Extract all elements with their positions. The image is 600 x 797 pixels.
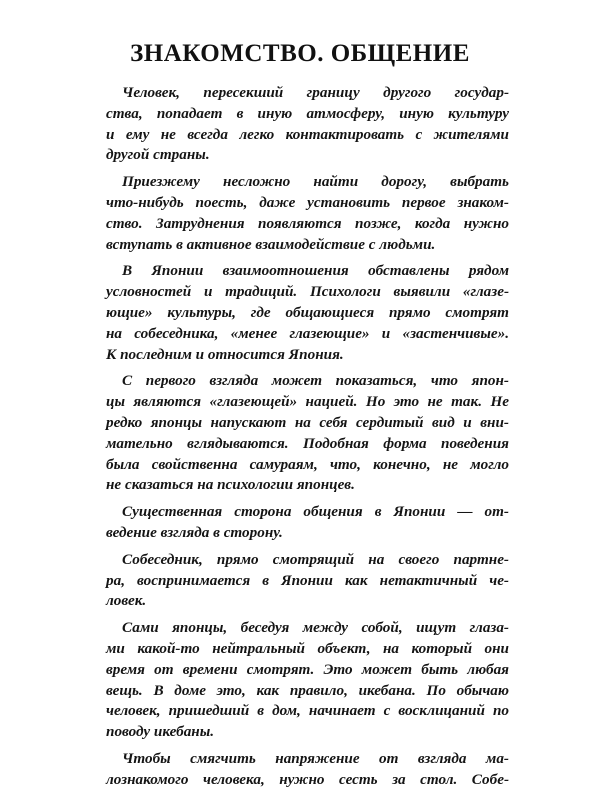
- text-line: ство. Затруднения появляются позже, когда нужно: [106, 214, 509, 232]
- text-line: и ему не всегда легко контактировать с жителями: [106, 125, 509, 143]
- text-line: ми какой-то нейтральный объект, на который они: [106, 639, 509, 657]
- text-line: вступать в активное взаимодействие с людьми.: [106, 235, 436, 253]
- text-line: лознакомого человека, нужно сесть за стол. Собе-: [106, 770, 509, 788]
- text-line: вещь. В доме это, как правило, икебана. По обычаю: [106, 681, 509, 699]
- text-line: на собеседника, «менее глазеющие» и «застенчивые».: [106, 324, 509, 342]
- text-line: время от времени смотрят. Это может быть любая: [106, 660, 509, 678]
- text-line: Сами японцы, беседуя между собой, ищут глаза-: [122, 619, 509, 637]
- text-line: что-нибудь поесть, даже установить первое знаком-: [106, 193, 509, 211]
- text-line: Собеседник, прямо смотрящий на своего партне-: [122, 550, 509, 568]
- page-title: ЗНАКОМСТВО. ОБЩЕНИЕ: [130, 40, 470, 67]
- text-line: К последним и относится Япония.: [106, 345, 344, 363]
- text-line: Чтобы смягчить напряжение от взгляда ма-: [122, 749, 509, 767]
- text-line: условностей и традиций. Психологи выявили «глазе-: [106, 283, 509, 301]
- text-line: ства, попадает в иную атмосферу, иную культуру: [106, 104, 509, 122]
- text-line: ющие» культуры, где общающиеся прямо смотрят: [106, 303, 509, 321]
- text-line: Человек, пересекший границу другого государ-: [122, 84, 509, 101]
- text-line: В Японии взаимоотношения обставлены рядом: [122, 262, 509, 280]
- paragraph: [106, 618, 509, 743]
- text-line: Приезжему несложно найти дорогу, выбрать: [122, 173, 509, 191]
- paragraph: [106, 550, 509, 612]
- paragraph: [106, 261, 509, 365]
- text-line: мательно вглядываются. Подобная форма поведения: [106, 434, 509, 452]
- paragraph: [106, 83, 509, 166]
- text-line: С первого взгляда может показаться, что япон-: [122, 372, 509, 390]
- text-line: Существенная сторона общения в Японии — от-: [122, 503, 509, 521]
- text-line: не сказаться на психологии японцев.: [106, 476, 355, 494]
- text-line: была свойственна самураям, что, конечно, не могло: [106, 455, 509, 473]
- paragraph: [106, 749, 509, 791]
- paragraph: [106, 371, 509, 496]
- paragraph: [106, 502, 509, 544]
- text-line: ловек.: [106, 592, 147, 610]
- text-line: ра, воспринимается в Японии как нетактичный че-: [106, 571, 509, 589]
- text-line: поводу икебаны.: [106, 723, 215, 741]
- text-line: ведение взгляда в сторону.: [106, 523, 283, 541]
- text-line: цы являются «глазеющей» нацией. Но это не так. Не: [106, 393, 509, 411]
- paragraph: [106, 172, 509, 255]
- text-line: редко японцы напускают на себя сердитый вид и вни-: [106, 413, 509, 431]
- text-line: другой страны.: [106, 146, 210, 164]
- text-line: человек, пришедший в дом, начинает с восклицаний по: [106, 702, 509, 720]
- body-text: [106, 83, 509, 797]
